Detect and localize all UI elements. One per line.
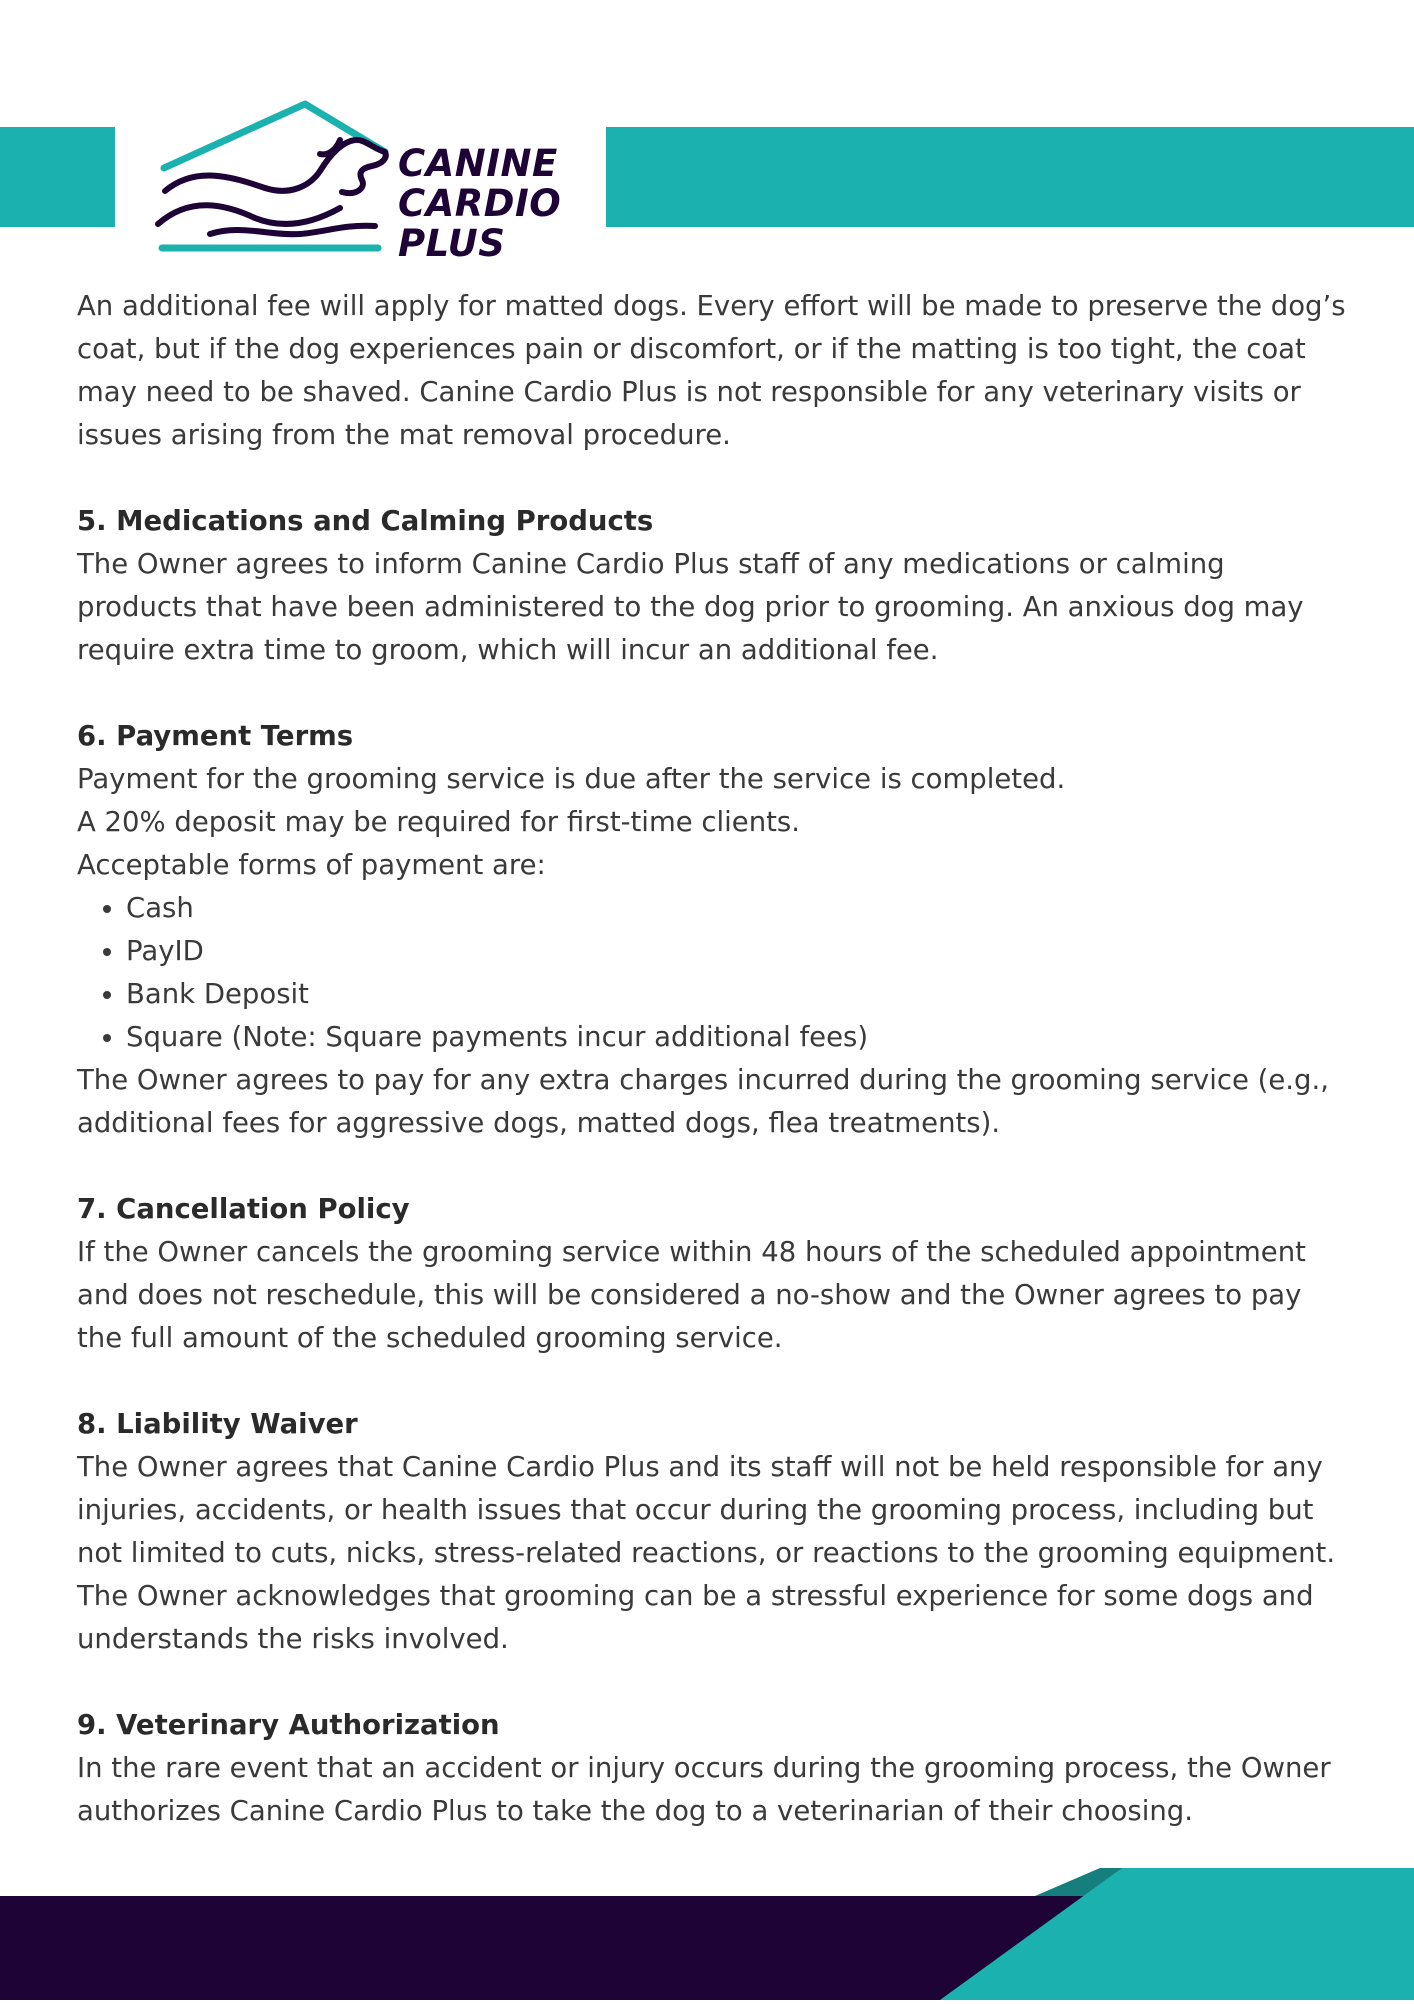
section-heading: 7. Cancellation Policy [77, 1193, 410, 1225]
section-body: If the Owner cancels the grooming service within 48 hours of the scheduled appointment and does not reschedule, this will be considered a no-show and the Owner agrees to pay the full amount of the scheduled grooming service. [77, 1236, 1306, 1354]
section-body: In the rare event that an accident or injury occurs during the grooming process, the Owner authorizes Canine Cardio Plus to take the dog to a veterinarian of their choosing. [77, 1752, 1331, 1827]
list-item: • Cash [126, 887, 1347, 930]
section-body: The Owner agrees that Canine Cardio Plus and its staff will not be held responsible for any injuries, accidents, or health issues that occur during the grooming process, including but not limited to cuts, nicks, stress-related reactions, or reactions to the grooming equipment. The Owner acknowledges that grooming can be a stressful experience for some dogs and understands the risks involved. [77, 1451, 1336, 1655]
section-medications [77, 500, 1347, 672]
header-band-right [606, 127, 1414, 227]
section-heading: 9. Veterinary Authorization [77, 1709, 500, 1741]
dog-house-icon [150, 96, 390, 261]
brand-line-2: CARDIO [398, 182, 562, 225]
payment-extra-charges: The Owner agrees to pay for any extra charges incurred during the grooming service (e.g., additional fees for aggressive dogs, matted dogs, flea treatments). [77, 1064, 1329, 1139]
brand-line-1: CANINE [398, 142, 558, 185]
document-body [77, 285, 1347, 1833]
list-item: • Square (Note: Square payments incur additional fees) [126, 1016, 1347, 1059]
intro-paragraph: An additional fee will apply for matted dogs. Every effort will be made to preserve the dog’s coat, but if the dog experiences pain or discomfort, or if the matting is too tight, the coat may need to be shaved. Canine Cardio Plus is not responsible for any veterinary visits or issues arising from the mat removal procedure. [77, 290, 1346, 451]
payment-line-deposit: A 20% deposit may be required for first-time clients. [77, 806, 800, 838]
section-body: The Owner agrees to inform Canine Cardio Plus staff of any medications or calming products that have been administered to the dog prior to grooming. An anxious dog may require extra time to groom, which will incur an additional fee. [77, 548, 1304, 666]
section-payment-terms [77, 715, 1347, 1145]
section-veterinary-authorization [77, 1704, 1347, 1833]
section-heading: 8. Liability Waiver [77, 1408, 358, 1440]
brand-wordmark [398, 144, 561, 264]
section-heading: 6. Payment Terms [77, 720, 354, 752]
brand-line-3: PLUS [398, 222, 506, 265]
section-heading: 5. Medications and Calming Products [77, 505, 654, 537]
list-item: • PayID [126, 930, 1347, 973]
brand-logo [150, 96, 570, 265]
section-liability-waiver [77, 1403, 1347, 1661]
section-cancellation-policy [77, 1188, 1347, 1360]
payment-line-forms: Acceptable forms of payment are: [77, 849, 546, 881]
footer-decoration [0, 1866, 1414, 2000]
list-item: • Bank Deposit [126, 973, 1347, 1016]
payment-line-due: Payment for the grooming service is due after the service is completed. [77, 763, 1066, 795]
payment-methods-list [77, 887, 1347, 1059]
header-band-left [0, 127, 115, 227]
